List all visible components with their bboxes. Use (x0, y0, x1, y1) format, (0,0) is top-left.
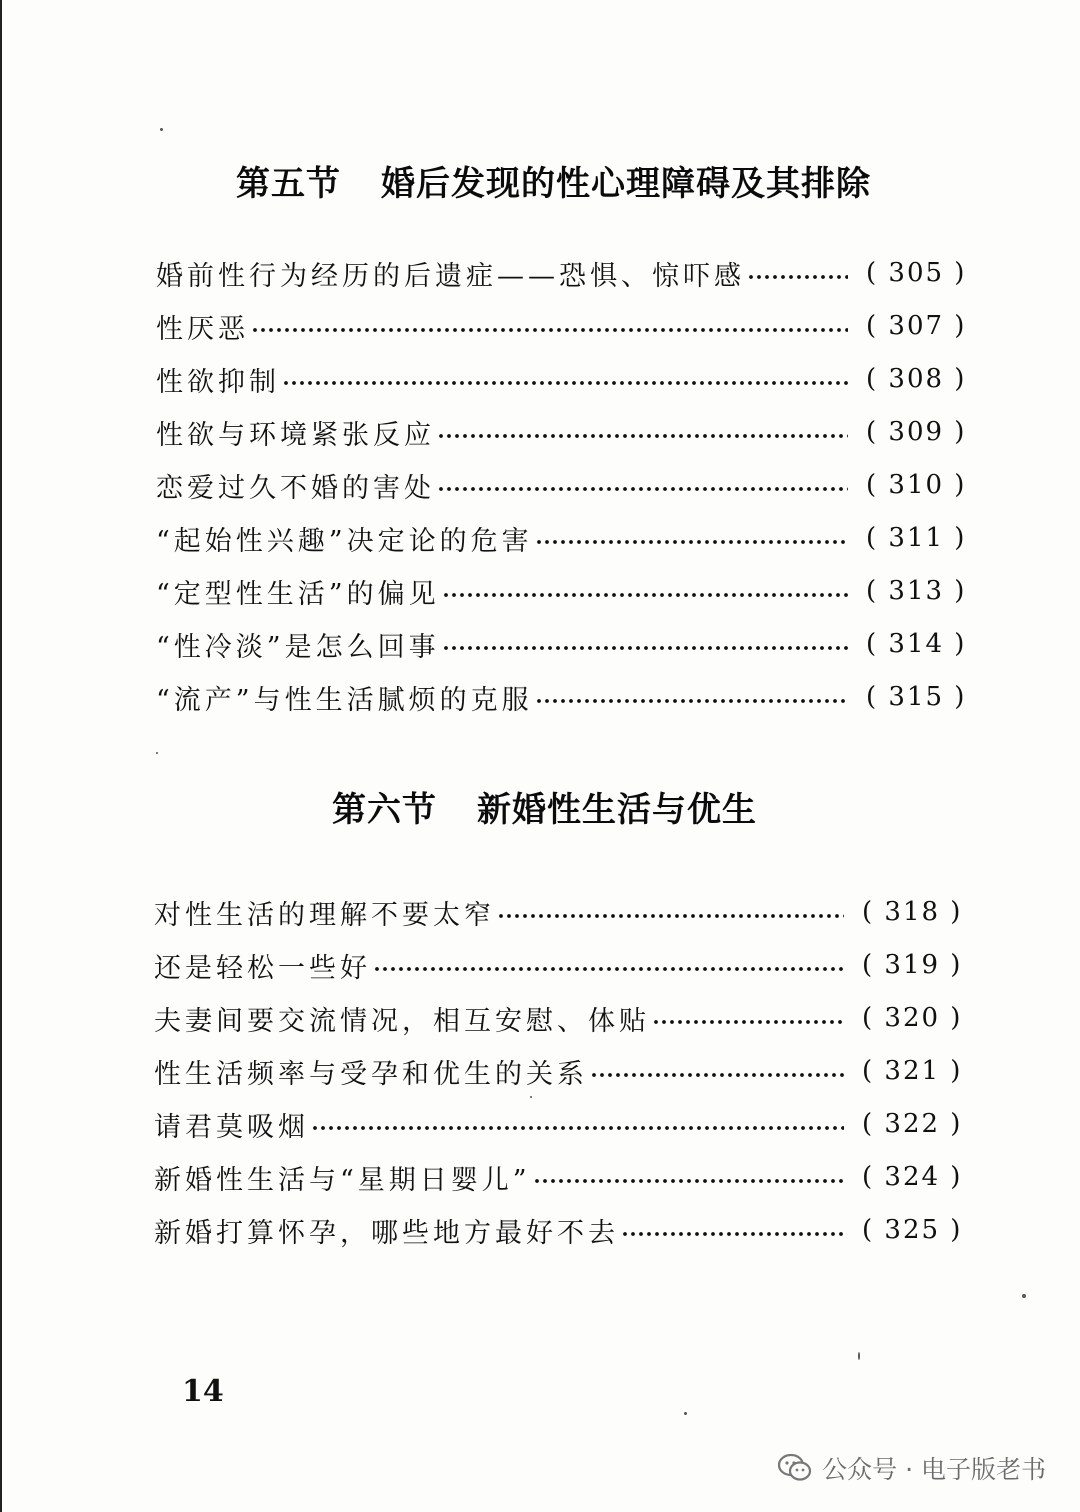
toc-entry-page: ( 307 ) (866, 311, 967, 341)
toc-dot-leader (251, 306, 848, 346)
page-scan-edge (0, 0, 2, 1512)
toc-entry-title: 新婚性生活与“星期日婴儿” (154, 1164, 531, 1196)
section-6-number: 第六节 (332, 790, 437, 830)
scan-speck (156, 752, 158, 754)
toc-dot-leader (535, 518, 848, 558)
toc-entry-page: ( 325 ) (862, 1215, 963, 1245)
toc-entry-title: 婚前性行为经历的后遗症——恐惧、惊吓感 (156, 260, 745, 292)
section-5-number: 第五节 (236, 164, 341, 204)
toc-entry-title: 请君莫吸烟 (154, 1111, 309, 1143)
toc-dot-leader (533, 1157, 844, 1197)
toc-entry-page: ( 318 ) (862, 897, 963, 927)
toc-entry-title: 恋爱过久不婚的害处 (156, 472, 435, 504)
toc-entry[interactable] (154, 1104, 963, 1144)
toc-entry[interactable] (156, 306, 967, 346)
scan-speck (858, 1352, 860, 1360)
scan-speck (160, 128, 163, 131)
watermark-text: 公众号 · 电子版老书 (822, 1455, 1046, 1484)
toc-entry-title: “流产”与性生活腻烦的克服 (156, 684, 533, 716)
page-number: 14 (182, 1374, 224, 1409)
toc-entry-page: ( 305 ) (866, 258, 967, 288)
section-6-title: 新婚性生活与优生 (477, 790, 757, 830)
toc-entry-page: ( 314 ) (866, 629, 967, 659)
toc-entry-page: ( 309 ) (866, 417, 967, 447)
toc-entry-title: “性冷淡”是怎么回事 (156, 631, 440, 663)
toc-entry-title: “起始性兴趣”决定论的危害 (156, 525, 533, 557)
toc-dot-leader (621, 1210, 844, 1250)
toc-entry[interactable] (154, 892, 963, 932)
toc-entry[interactable] (156, 624, 967, 664)
toc-entry[interactable] (156, 253, 967, 293)
toc-entry[interactable] (154, 1157, 963, 1197)
toc-entry[interactable] (156, 518, 967, 558)
toc-entry[interactable] (156, 571, 967, 611)
toc-entry-title: 还是轻松一些好 (154, 952, 371, 984)
toc-entry[interactable] (156, 412, 967, 452)
toc-entry[interactable] (154, 945, 963, 985)
toc-entry-title: 新婚打算怀孕，哪些地方最好不去 (154, 1217, 619, 1249)
watermark (778, 1448, 1046, 1488)
toc-entry-title: 夫妻间要交流情况，相互安慰、体贴 (154, 1005, 650, 1037)
toc-entry-title: 性欲抑制 (156, 366, 280, 398)
toc-dot-leader (373, 945, 844, 985)
toc-entry-title: “定型性生活”的偏见 (156, 578, 440, 610)
scan-speck (530, 1096, 532, 1098)
toc-dot-leader (311, 1104, 844, 1144)
section-5-title: 婚后发现的性心理障碍及其排除 (381, 164, 871, 204)
toc-entry-page: ( 321 ) (862, 1056, 963, 1086)
scan-speck (684, 1412, 687, 1415)
toc-dot-leader (652, 998, 844, 1038)
toc-entry-title: 性生活频率与受孕和优生的关系 (154, 1058, 588, 1090)
toc-dot-leader (442, 571, 848, 611)
toc-entry-page: ( 320 ) (862, 1003, 963, 1033)
toc-entry[interactable] (156, 465, 967, 505)
toc-entry[interactable] (156, 677, 967, 717)
toc-dot-leader (442, 624, 848, 664)
toc-entry-page: ( 311 ) (866, 523, 967, 553)
toc-entry[interactable] (156, 359, 967, 399)
toc-entry-page: ( 313 ) (866, 576, 967, 606)
toc-entry-page: ( 315 ) (866, 682, 967, 712)
toc-dot-leader (437, 465, 848, 505)
toc-entry[interactable] (154, 1051, 963, 1091)
toc-entry-page: ( 322 ) (862, 1109, 963, 1139)
toc-entry[interactable] (154, 1210, 963, 1250)
toc-entry-title: 性欲与环境紧张反应 (156, 419, 435, 451)
toc-dot-leader (590, 1051, 844, 1091)
toc-dot-leader (535, 677, 848, 717)
toc-dot-leader (437, 412, 848, 452)
toc-entry-page: ( 308 ) (866, 364, 967, 394)
wechat-icon (778, 1453, 812, 1483)
toc-entry-title: 对性生活的理解不要太窄 (154, 899, 495, 931)
toc-entry-page: ( 310 ) (866, 470, 967, 500)
toc-dot-leader (497, 892, 844, 932)
toc-entry-page: ( 319 ) (862, 950, 963, 980)
toc-dot-leader (747, 253, 848, 293)
toc-dot-leader (282, 359, 848, 399)
toc-entry[interactable] (154, 998, 963, 1038)
toc-entry-title: 性厌恶 (156, 313, 249, 345)
toc-entry-page: ( 324 ) (862, 1162, 963, 1192)
section-6-heading (332, 782, 757, 831)
scan-speck (1022, 1294, 1026, 1298)
section-5-heading (236, 156, 871, 205)
